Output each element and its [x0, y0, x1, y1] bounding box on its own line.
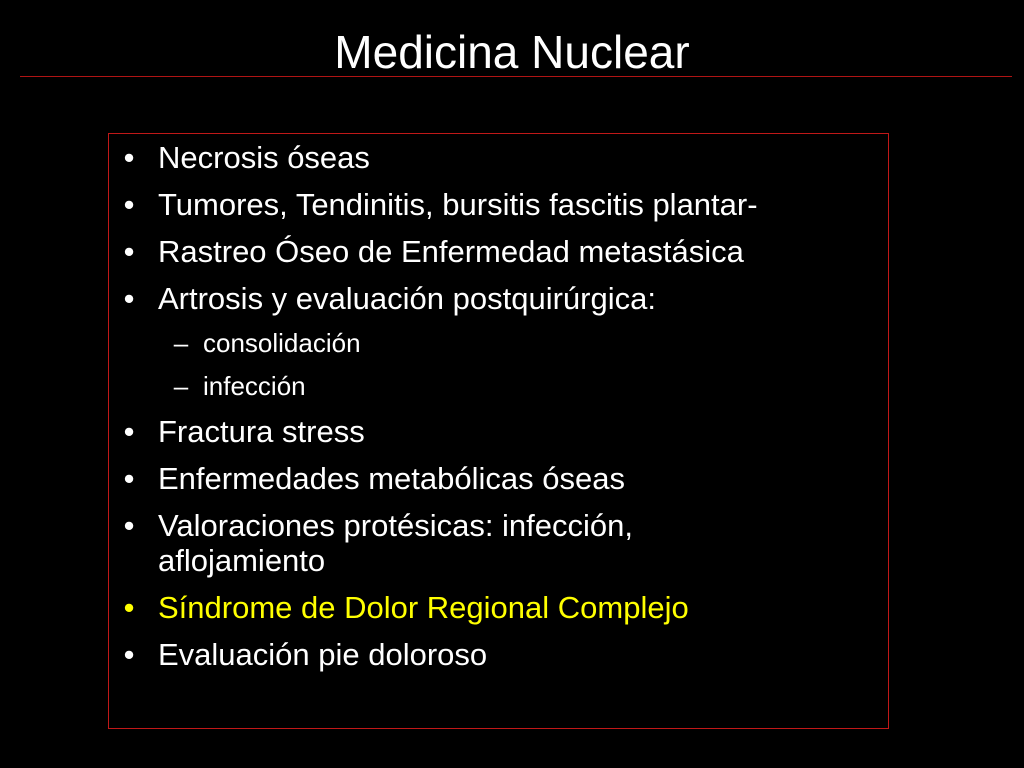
list-item [112, 140, 882, 175]
bullet-marker: • [123, 637, 135, 672]
list-item [112, 414, 882, 449]
list-item-text: Artrosis y evaluación postquirúrgica: [158, 281, 656, 316]
bullet-marker: • [123, 281, 135, 316]
list-item [112, 281, 882, 316]
bullet-marker: • [123, 234, 135, 269]
list-item [112, 234, 882, 269]
bullet-marker: • [123, 508, 135, 543]
slide-title: Medicina Nuclear [334, 26, 690, 78]
bullet-marker: • [123, 140, 135, 175]
list-item-text: Evaluación pie doloroso [158, 637, 488, 672]
list-item [112, 508, 778, 578]
list-item [112, 637, 882, 672]
bullet-list [112, 140, 882, 684]
bullet-marker: • [123, 414, 135, 449]
sub-list-item [112, 328, 882, 358]
dash-marker: – [173, 371, 189, 401]
sub-list-item [112, 371, 882, 401]
list-item-text: Enfermedades metabólicas óseas [158, 461, 625, 496]
sub-list-item-text: consolidación [203, 328, 361, 358]
title-divider [20, 76, 1012, 77]
list-item-highlighted [112, 590, 882, 625]
list-item-text: Tumores, Tendinitis, bursitis fascitis plantar- [158, 187, 758, 222]
list-item-text: Valoraciones protésicas: infección, aflojamiento [158, 508, 634, 578]
list-item [112, 461, 882, 496]
bullet-marker: • [123, 187, 135, 222]
list-item-text: Síndrome de Dolor Regional Complejo [158, 590, 689, 625]
sub-list-item-text: infección [203, 371, 306, 401]
dash-marker: – [173, 328, 189, 358]
bullet-marker: • [123, 461, 135, 496]
list-item-text: Rastreo Óseo de Enfermedad metastásica [158, 234, 744, 269]
list-item-text: Necrosis óseas [158, 140, 370, 175]
list-item-text: Fractura stress [158, 414, 365, 449]
list-item [112, 187, 882, 222]
bullet-marker: • [123, 590, 135, 625]
